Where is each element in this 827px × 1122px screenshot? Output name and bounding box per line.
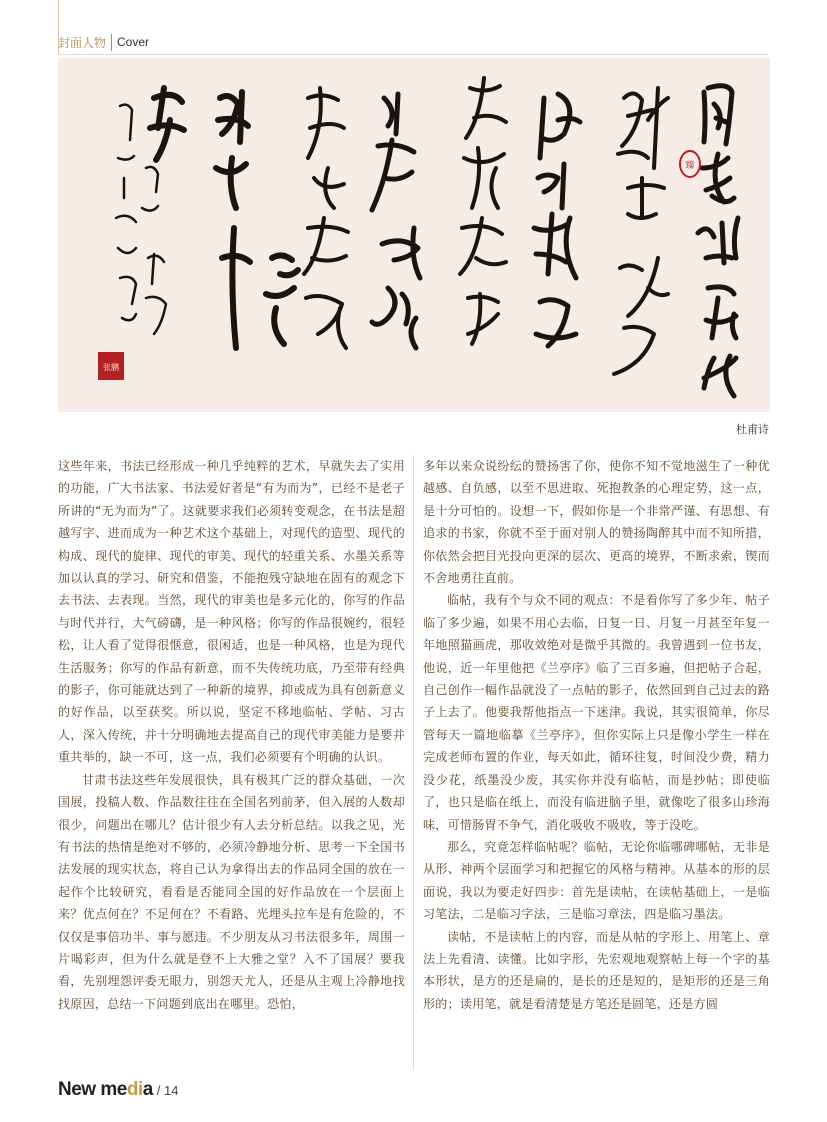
- article-column-left: [58, 455, 405, 1075]
- header-divider: [58, 54, 768, 55]
- article-body: [58, 455, 770, 1075]
- section-label: 封面人物: [58, 34, 112, 51]
- paragraph: 临帖，我有个与众不同的观点：不是看你写了多少年、帖子临了多少遍，如果不用心去临，日复一日、月复一月甚至年复一年地照猫画虎，那收效绝对是微乎其微的。我曾遇到一位书友，他说，近一年里他把《兰亭序》临了三百多遍，但把帖子合起，自己创作一幅作品就没了一点帖的影子，依然回到自己过去的路子上去了。他要我帮他指点一下迷津。我说，其实很简单，你尽管每天一篇地临摹《兰亭序》，但你实际上只是像小学生一样在完成老师布置的作业，每天如此，循环往复，时间没少费，精力没少花，纸墨没少废，其实你并没有临帖，而是抄帖；即使临了，也只是临在纸上，而没有临进脑子里，就像吃了很多山珍海味，可惜肠胃不争气，消化吸收不吸收，等于没吃。: [423, 593, 770, 832]
- page-header: [58, 30, 149, 54]
- paragraph: 这些年来，书法已经形成一种几乎纯粹的艺术，早就失去了实用的功能，广大书法家、书法爱好者是“有为而为”，已经不是老子所讲的“无为而为”了。这就要求我们必须转变观念，在书法是超越写字、进而成为一种艺术这个基础上，对现代的造型、现代的构成、现代的旋律、现代的审美、现代的轻重关系、水墨关系等加以认真的学习、研究和借鉴，不能抱残守缺地在固有的观念下去书法、去表现。当然，现代的审美也是多元化的，你写的作品与时代并行，大气磅礴，是一种风格；你写的作品很婉约，很轻松，让人看了觉得很惬意，很闲适，也是一种风格，也是为现代生活服务；你写的作品有新意，而不失传统功底，乃至带有经典的影子，你可能就达到了一种新的境界，抑或成为具有创新意义的好作品，以至获奖。所以说，坚定不移地临帖、学帖、习古人，深入传统，并十分明确地去提高自己的现代审美能力是要并重共举的，缺一不可，这一点，我们必须要有个明确的认识。: [58, 459, 405, 765]
- paragraph: 那么，究竟怎样临帖呢？临帖，无论你临哪碑哪帖，无非是从形、神两个层面学习和把握它的风格与精神。从基本的形的层面说，我以为要走好四步：首先是读帖，在读帖基础上，一是临习笔法，二是临习字法，三是临习章法，四是临习墨法。: [423, 839, 770, 922]
- calligraphy-image: [58, 58, 770, 412]
- magazine-logo: New media: [58, 1079, 153, 1100]
- paragraph: 读帖，不是读帖上的内容，而是从帖的字形上、用笔上、章法上先看清、读懂。比如字形，先宏观地观察帖上每一个字的基本形状，是方的还是扁的，是长的还是短的，是矩形的还是三角形的；读用笔，就是看清楚是方笔还是圆笔，还是方圆: [423, 929, 770, 1011]
- artwork-seal-top: 臻: [685, 161, 695, 171]
- artwork-caption: 杜甫诗: [736, 423, 769, 436]
- article-column-right: [423, 455, 770, 1075]
- paragraph: 多年以来众说纷纭的赞扬害了你，使你不知不觉地滋生了一种优越感、自负感，以至不思进取、死抱教条的心理定势，这一点，是十分可怕的。设想一下，假如你是一个非常严谨、有思想、有追求的书家，你就不至于面对别人的赞扬陶醉其中而不知所措，你依然会把目光投向更深的层次、更高的境界，不断求索，锲而不舍地勇往直前。: [423, 459, 770, 586]
- artwork-seal-bottom: 张鹏: [103, 363, 119, 372]
- calligraphy-artwork: [58, 58, 770, 412]
- page-footer: [58, 1079, 178, 1105]
- section-label-en: Cover: [117, 35, 150, 49]
- paragraph: 甘肃书法这些年发展很快，具有极其广泛的群众基础，一次国展，投稿人数、作品数往往在全国名列前茅，但入展的人数却很少，问题出在哪儿？估计很少有人去分析总结。以我之见，光有书法的热情是绝对不够的，必须冷静地分析、思考一下全国书法发展的现实状态，将自己认为拿得出去的作品同全国的放在一起作个比较研究，看看是否能同全国的好作品放在一个层面上来？优点何在？不足何在？不看路、光埋头拉车是有危险的，不仅仅是事倍功半、事与愿违。不少朋友从习书法很多年，周围一片喝彩声，但为什么就是登不上大雅之堂？入不了国展？要我看，先别埋怨评委无眼力，别怨天尤人，还是从主观上冷静地找找原因，总结一下问题到底出在哪里。恐怕，: [58, 772, 405, 1011]
- page-number: / 14: [156, 1083, 179, 1098]
